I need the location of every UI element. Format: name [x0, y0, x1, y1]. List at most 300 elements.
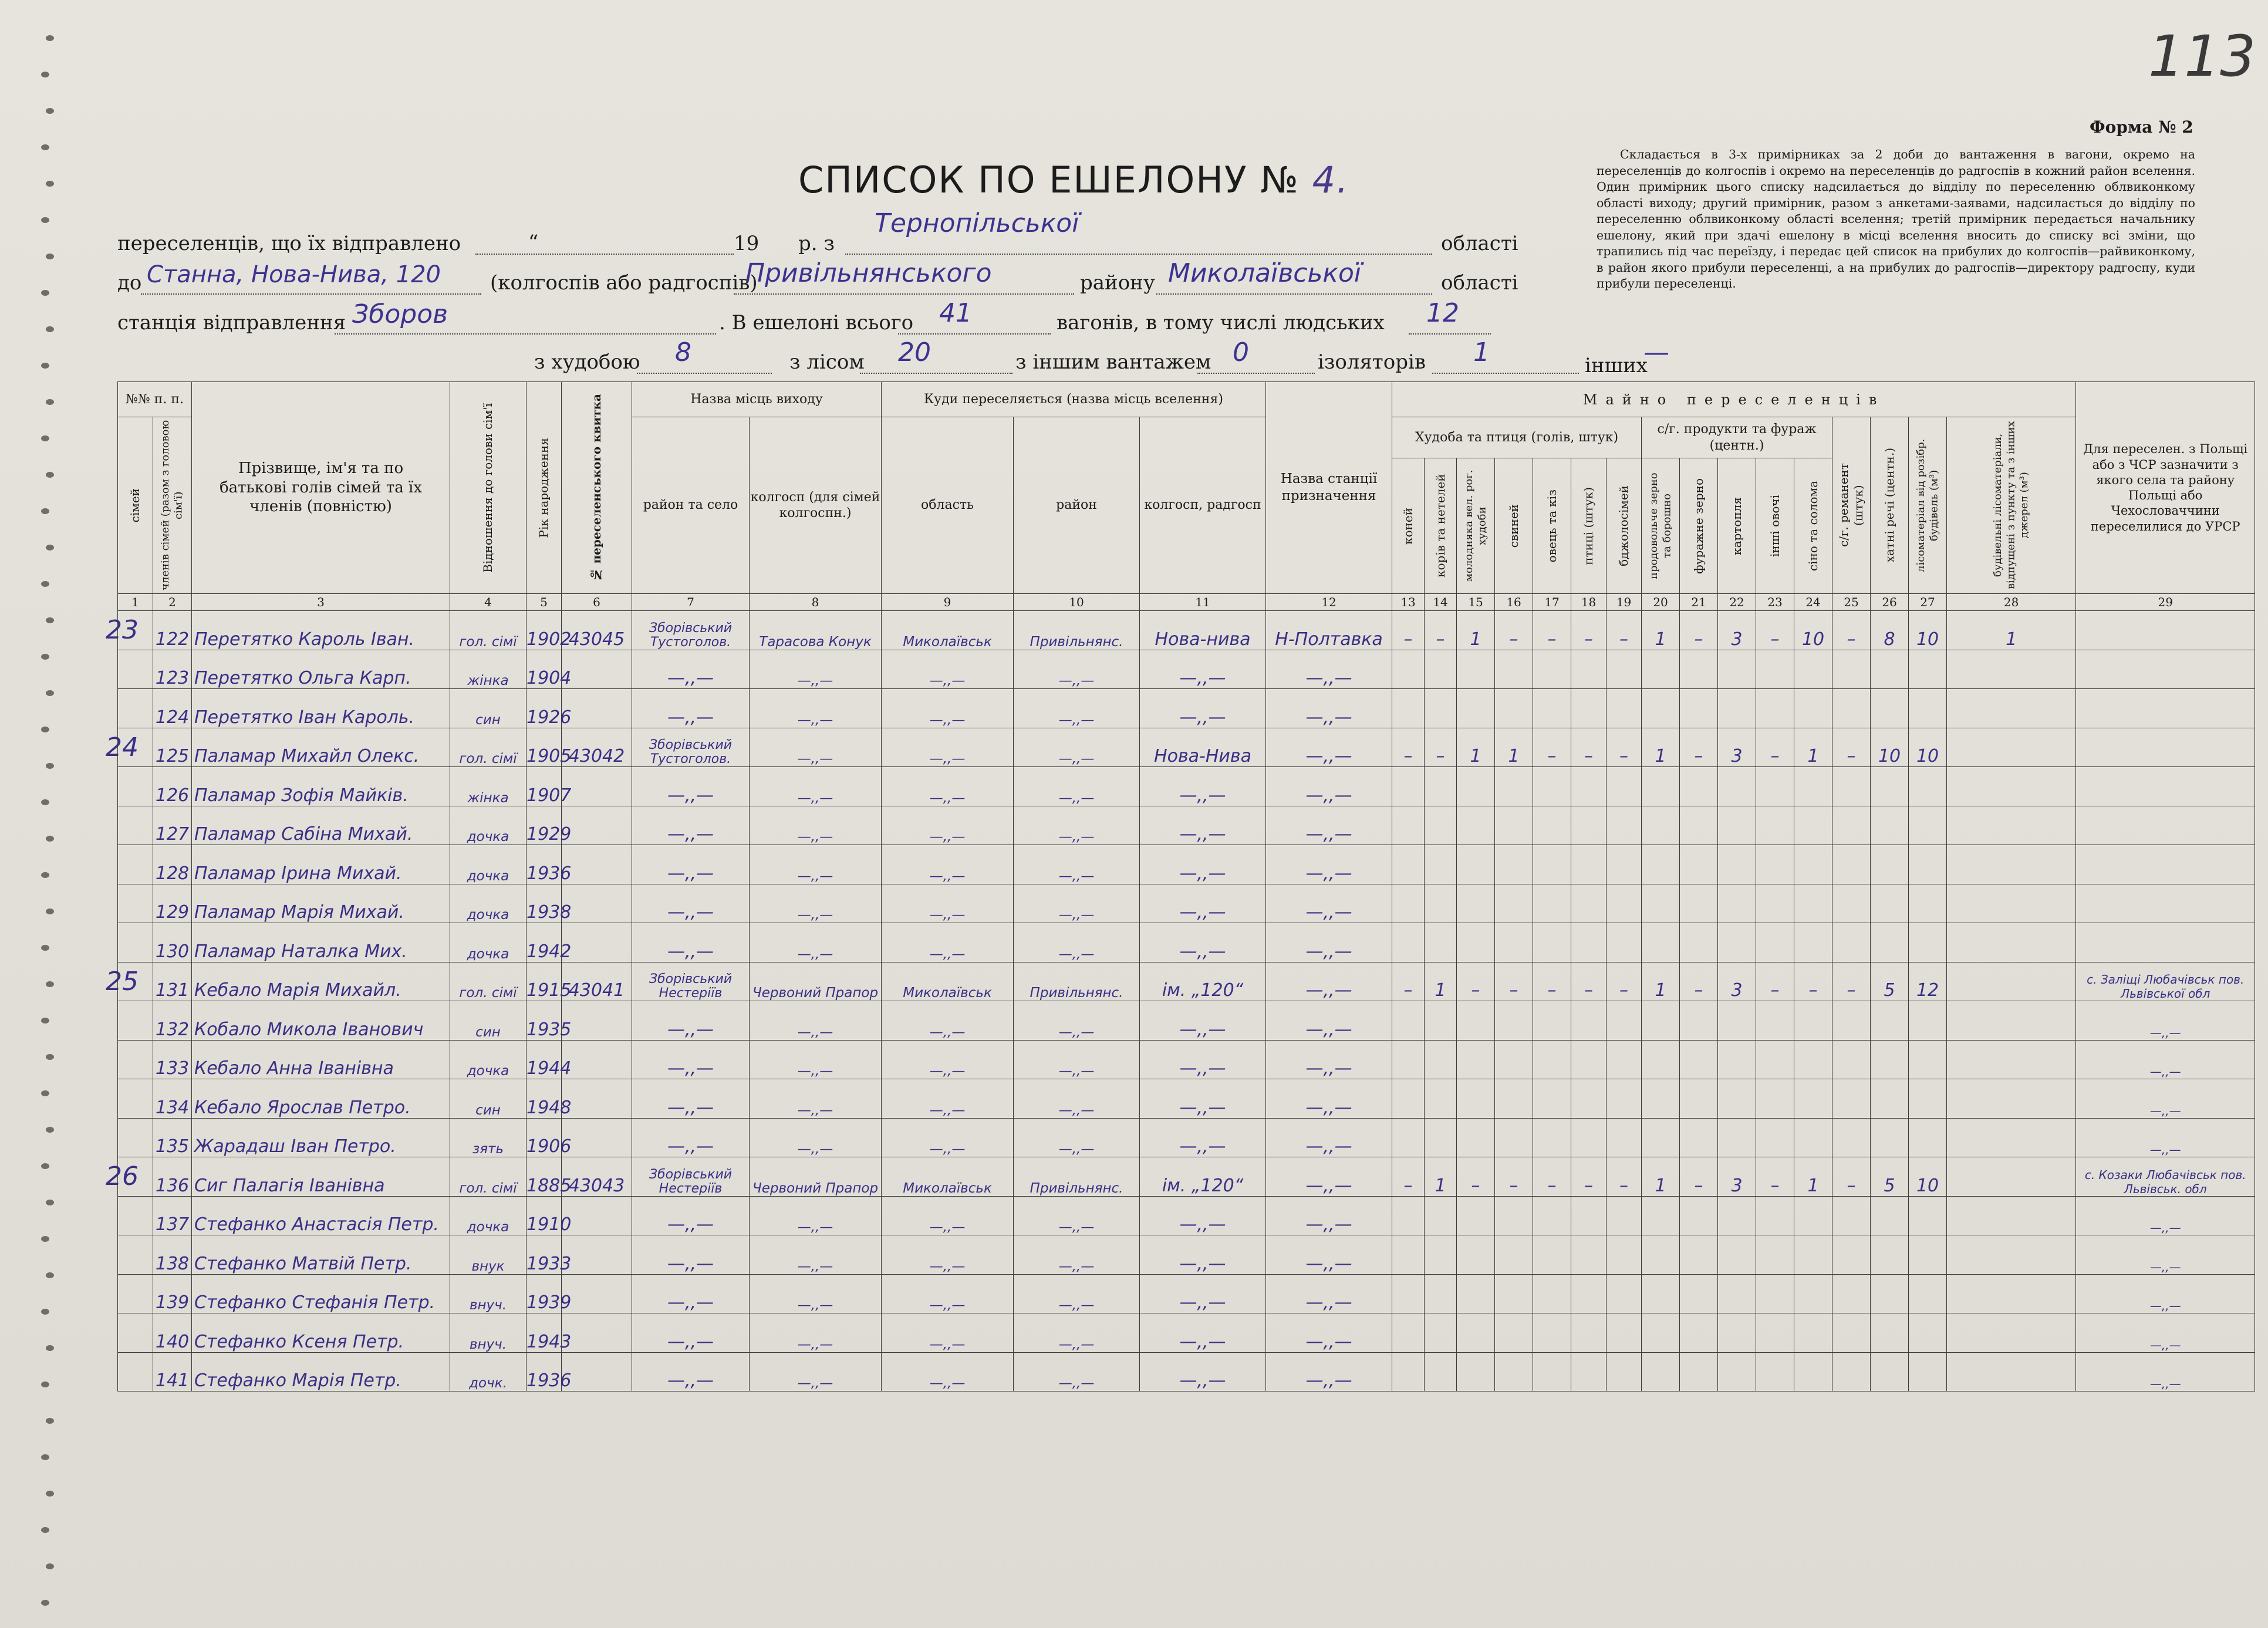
- cell-c21: [1680, 845, 1718, 884]
- cell-year: 1907: [526, 767, 562, 806]
- cell-fam: [118, 1313, 153, 1353]
- cell-o-district: —,,—: [632, 845, 750, 884]
- cell-c27: [1909, 1118, 1947, 1157]
- cell-c23: [1756, 1313, 1794, 1353]
- cell-d-district: —,,—: [1014, 1001, 1140, 1041]
- cell-c24: [1794, 650, 1832, 689]
- cell-c20: 1: [1642, 611, 1680, 650]
- cell-d-kolhosp: —,,—: [1140, 650, 1266, 689]
- cell-rel: гол. сімї: [450, 962, 526, 1001]
- cell-ticket: [562, 1196, 632, 1235]
- table-row: [118, 884, 2255, 923]
- th-young-text: молодняка вел. рог. худоби: [1462, 470, 1489, 582]
- cell-c27: 10: [1909, 611, 1947, 650]
- cell-c25: [1832, 923, 1871, 962]
- th-food-grain-text: продовольче зерно та борошно: [1647, 472, 1673, 579]
- line1-year: 19: [734, 232, 760, 255]
- table-row: [118, 1079, 2255, 1119]
- cell-c20: [1642, 1001, 1680, 1041]
- binding-hole: [46, 399, 54, 405]
- cell-c20: [1642, 689, 1680, 728]
- cell-c15: [1457, 923, 1495, 962]
- cell-year: 1910: [526, 1196, 562, 1235]
- cell-c19: [1607, 845, 1642, 884]
- cell-c16: [1495, 923, 1533, 962]
- cell-c19: –: [1607, 1157, 1642, 1197]
- cell-c26: [1871, 806, 1909, 845]
- cell-d-kolhosp: ім. „120“: [1140, 1157, 1266, 1197]
- cell-rel: гол. сімї: [450, 728, 526, 767]
- cell-c19: [1607, 767, 1642, 806]
- cell-d-district: —,,—: [1014, 1040, 1140, 1079]
- cell-c15: [1457, 806, 1495, 845]
- cell-year: 1936: [526, 845, 562, 884]
- th-dest-kolhosp: колгосп, радгосп: [1140, 417, 1266, 594]
- cell-fam: [118, 1235, 153, 1275]
- cell-c20: [1642, 1118, 1680, 1157]
- column-number: 14: [1425, 594, 1457, 611]
- cell-n: 126: [153, 767, 192, 806]
- cell-c17: [1533, 1040, 1571, 1079]
- th-families: [118, 417, 153, 594]
- th-members: [153, 417, 192, 594]
- cell-c24: [1794, 1040, 1832, 1079]
- cell-name: Кобало Микола Іванович: [192, 1001, 450, 1041]
- cell-c17: [1533, 806, 1571, 845]
- cell-station: —,,—: [1266, 1118, 1392, 1157]
- cell-n: 140: [153, 1313, 192, 1353]
- column-number: 20: [1642, 594, 1680, 611]
- cell-year: 1938: [526, 884, 562, 923]
- cell-o-district: —,,—: [632, 650, 750, 689]
- binding-hole: [46, 763, 54, 769]
- cell-d-oblast: —,,—: [882, 689, 1014, 728]
- cell-name: Стефанко Ксеня Петр.: [192, 1313, 450, 1353]
- cell-c15: [1457, 1040, 1495, 1079]
- cell-fam: [118, 1079, 153, 1119]
- cell-d-oblast: —,,—: [882, 728, 1014, 767]
- cell-c13: –: [1392, 962, 1425, 1001]
- table-row: [118, 1040, 2255, 1079]
- cell-d-oblast: —,,—: [882, 767, 1014, 806]
- family-number: 25: [106, 967, 139, 997]
- cell-n: 139: [153, 1274, 192, 1313]
- cell-c25: –: [1832, 611, 1871, 650]
- cell-c23: [1756, 767, 1794, 806]
- cell-c19: –: [1607, 728, 1642, 767]
- cell-c25: [1832, 1040, 1871, 1079]
- cell-c29: [2076, 728, 2255, 767]
- cell-d-district: —,,—: [1014, 1313, 1140, 1353]
- cell-o-district: Зборівський Тустоголов.: [632, 611, 750, 650]
- cell-c23: [1756, 884, 1794, 923]
- th-young: [1457, 458, 1495, 594]
- cell-c19: –: [1607, 962, 1642, 1001]
- cell-d-oblast: —,,—: [882, 1118, 1014, 1157]
- th-relation-text: Відношення до голови сім'ї: [481, 403, 495, 573]
- cell-o-kolhosp: —,,—: [750, 1352, 882, 1391]
- cell-c16: 1: [1495, 728, 1533, 767]
- th-vegetables: [1756, 458, 1794, 594]
- cell-c27: [1909, 1352, 1947, 1391]
- cell-rel: дочка: [450, 884, 526, 923]
- cell-c13: –: [1392, 728, 1425, 767]
- cell-c29: —,,—: [2076, 1079, 2255, 1119]
- cell-ticket: [562, 1313, 632, 1353]
- cell-c16: [1495, 1313, 1533, 1353]
- cell-c14: 1: [1425, 1157, 1457, 1197]
- cell-c14: [1425, 650, 1457, 689]
- cell-c28: [1947, 1079, 2076, 1119]
- column-number: 21: [1680, 594, 1718, 611]
- cell-o-district: —,,—: [632, 884, 750, 923]
- cell-station: —,,—: [1266, 689, 1392, 728]
- cell-ticket: [562, 884, 632, 923]
- cell-c19: [1607, 1079, 1642, 1119]
- cell-c24: [1794, 1001, 1832, 1041]
- cell-o-kolhosp: —,,—: [750, 767, 882, 806]
- cell-o-district: —,,—: [632, 1352, 750, 1391]
- cell-station: Н-Полтавка: [1266, 611, 1392, 650]
- cell-c25: [1832, 1235, 1871, 1275]
- cell-d-district: —,,—: [1014, 923, 1140, 962]
- cell-rel: жінка: [450, 650, 526, 689]
- cell-c28: [1947, 1274, 2076, 1313]
- cell-c13: [1392, 845, 1425, 884]
- binding-hole: [41, 1527, 49, 1533]
- cell-c21: [1680, 1352, 1718, 1391]
- cell-d-district: —,,—: [1014, 845, 1140, 884]
- cell-o-kolhosp: —,,—: [750, 806, 882, 845]
- cell-d-district: —,,—: [1014, 1235, 1140, 1275]
- cell-c26: [1871, 650, 1909, 689]
- cell-c22: [1718, 767, 1756, 806]
- cell-o-district: —,,—: [632, 923, 750, 962]
- cell-c25: [1832, 845, 1871, 884]
- cell-c20: [1642, 767, 1680, 806]
- cell-o-district: —,,—: [632, 689, 750, 728]
- others-handwritten: —: [1643, 337, 1669, 367]
- column-number: 23: [1756, 594, 1794, 611]
- cell-fam: [118, 1196, 153, 1235]
- cell-c24: [1794, 1352, 1832, 1391]
- th-name: Прізвище, ім'я та по батькові голів сімей та їх членів (повністю): [192, 382, 450, 594]
- th-sheep-text: овець та кіз: [1544, 489, 1559, 563]
- wagons-total-handwritten: 41: [939, 298, 972, 328]
- cell-fam: [118, 1118, 153, 1157]
- cell-d-district: —,,—: [1014, 650, 1140, 689]
- cell-c20: [1642, 1235, 1680, 1275]
- page-number: 113: [2148, 23, 2256, 89]
- table-row: [118, 806, 2255, 845]
- cell-n: 131: [153, 962, 192, 1001]
- cell-c24: 10: [1794, 611, 1832, 650]
- cell-c19: [1607, 650, 1642, 689]
- cell-n: 132: [153, 1001, 192, 1041]
- table-row: [118, 923, 2255, 962]
- region-underline: [845, 254, 1432, 255]
- cell-c14: –: [1425, 611, 1457, 650]
- table-row: [118, 1001, 2255, 1041]
- column-number: 11: [1140, 594, 1266, 611]
- column-number: 4: [450, 594, 526, 611]
- cell-c19: [1607, 1001, 1642, 1041]
- cell-c14: [1425, 1040, 1457, 1079]
- cell-c18: [1571, 1118, 1607, 1157]
- cell-c24: [1794, 689, 1832, 728]
- date-underline: [475, 254, 734, 255]
- th-hay: [1794, 458, 1832, 594]
- table-row: [118, 1235, 2255, 1275]
- cell-c21: [1680, 1274, 1718, 1313]
- cell-c23: –: [1756, 611, 1794, 650]
- cell-c18: [1571, 650, 1607, 689]
- line1-label: переселенців, що їх відправлено: [117, 232, 461, 255]
- cell-year: 1929: [526, 806, 562, 845]
- cell-d-oblast: —,,—: [882, 884, 1014, 923]
- th-hay-text: сіно та солома: [1805, 481, 1820, 572]
- th-potatoes: [1718, 458, 1756, 594]
- cell-o-kolhosp: —,,—: [750, 1118, 882, 1157]
- binding-hole: [46, 472, 54, 478]
- cell-c17: [1533, 1196, 1571, 1235]
- cell-d-kolhosp: —,,—: [1140, 1352, 1266, 1391]
- column-number: 6: [562, 594, 632, 611]
- cell-c20: [1642, 1274, 1680, 1313]
- district-underline: [734, 293, 1074, 295]
- station-underline: [335, 333, 716, 335]
- cell-c22: [1718, 884, 1756, 923]
- cell-d-oblast: —,,—: [882, 845, 1014, 884]
- binding-hole: [41, 508, 49, 514]
- cell-c15: 1: [1457, 728, 1495, 767]
- column-number: 27: [1909, 594, 1947, 611]
- destination-handwritten: Станна, Нова-Нива, 120: [147, 261, 441, 288]
- cell-c19: –: [1607, 611, 1642, 650]
- cell-name: Перетятко Іван Кароль.: [192, 689, 450, 728]
- cell-o-kolhosp: —,,—: [750, 845, 882, 884]
- cell-c16: [1495, 650, 1533, 689]
- line1-mid: р. з: [798, 232, 835, 255]
- cell-c20: 1: [1642, 728, 1680, 767]
- cell-c15: [1457, 1235, 1495, 1275]
- cell-c20: [1642, 1313, 1680, 1353]
- cell-o-district: —,,—: [632, 1001, 750, 1041]
- cell-rel: дочка: [450, 923, 526, 962]
- cell-c26: [1871, 845, 1909, 884]
- binding-hole: [46, 35, 54, 41]
- binding-hole: [46, 1200, 54, 1205]
- cell-c29: [2076, 767, 2255, 806]
- cell-o-kolhosp: Червоний Прапор: [750, 962, 882, 1001]
- cell-c21: [1680, 884, 1718, 923]
- cell-c14: [1425, 806, 1457, 845]
- cell-c18: [1571, 1352, 1607, 1391]
- cell-ticket: [562, 1235, 632, 1275]
- cell-c13: [1392, 923, 1425, 962]
- cell-d-kolhosp: —,,—: [1140, 884, 1266, 923]
- cell-n: 130: [153, 923, 192, 962]
- cell-year: 1939: [526, 1274, 562, 1313]
- cell-c23: –: [1756, 728, 1794, 767]
- cell-c16: [1495, 689, 1533, 728]
- column-number: 28: [1947, 594, 2076, 611]
- cell-c27: [1909, 845, 1947, 884]
- cell-n: 137: [153, 1196, 192, 1235]
- cell-c28: [1947, 845, 2076, 884]
- cell-c21: [1680, 1313, 1718, 1353]
- th-dest-district: район: [1014, 417, 1140, 594]
- th-nn: №№ п. п.: [118, 382, 192, 417]
- cell-c28: [1947, 962, 2076, 1001]
- cell-d-oblast: Миколаївськ: [882, 962, 1014, 1001]
- cell-c20: [1642, 884, 1680, 923]
- cell-c26: 8: [1871, 611, 1909, 650]
- cell-ticket: [562, 806, 632, 845]
- column-number-row: [118, 594, 2255, 611]
- cell-rel: дочка: [450, 806, 526, 845]
- cell-n: 134: [153, 1079, 192, 1119]
- binding-hole: [41, 1454, 49, 1460]
- cell-c24: [1794, 1235, 1832, 1275]
- binding-hole: [41, 290, 49, 296]
- cell-c17: –: [1533, 1157, 1571, 1197]
- cell-station: —,,—: [1266, 1235, 1392, 1275]
- cell-c13: [1392, 1313, 1425, 1353]
- cell-c29: —,,—: [2076, 1040, 2255, 1079]
- cell-c16: [1495, 1079, 1533, 1119]
- cell-c23: [1756, 1118, 1794, 1157]
- cell-c28: [1947, 689, 2076, 728]
- cell-c23: [1756, 845, 1794, 884]
- cell-station: —,,—: [1266, 884, 1392, 923]
- cell-d-kolhosp: —,,—: [1140, 1313, 1266, 1353]
- cell-fam: [118, 923, 153, 962]
- cell-c16: –: [1495, 1157, 1533, 1197]
- cell-d-kolhosp: —,,—: [1140, 923, 1266, 962]
- cell-c20: [1642, 845, 1680, 884]
- cell-c26: [1871, 1196, 1909, 1235]
- th-inventory: [1832, 417, 1871, 594]
- cell-c23: [1756, 1001, 1794, 1041]
- cell-c13: [1392, 1352, 1425, 1391]
- cell-n: 124: [153, 689, 192, 728]
- cell-c23: [1756, 1352, 1794, 1391]
- cell-c20: 1: [1642, 962, 1680, 1001]
- cell-c18: [1571, 689, 1607, 728]
- cell-d-district: —,,—: [1014, 1274, 1140, 1313]
- cell-name: Стефанко Матвій Петр.: [192, 1235, 450, 1275]
- cell-d-district: —,,—: [1014, 767, 1140, 806]
- cell-c16: –: [1495, 962, 1533, 1001]
- cell-d-oblast: —,,—: [882, 1274, 1014, 1313]
- cell-c13: [1392, 1235, 1425, 1275]
- cell-rel: внуч.: [450, 1274, 526, 1313]
- cell-c23: –: [1756, 1157, 1794, 1197]
- cell-c15: [1457, 767, 1495, 806]
- cell-c29: —,,—: [2076, 1274, 2255, 1313]
- cell-c22: [1718, 1001, 1756, 1041]
- cell-d-oblast: —,,—: [882, 1001, 1014, 1041]
- cell-rel: гол. сімї: [450, 611, 526, 650]
- cell-c22: [1718, 1274, 1756, 1313]
- th-construction: [1947, 417, 2076, 594]
- cell-o-kolhosp: —,,—: [750, 1274, 882, 1313]
- cell-n: 133: [153, 1040, 192, 1079]
- cell-c26: 10: [1871, 728, 1909, 767]
- cell-d-district: Привільнянс.: [1014, 1157, 1140, 1197]
- cell-c25: –: [1832, 1157, 1871, 1197]
- cell-fam: [118, 1157, 153, 1197]
- other-cargo-underline: [1197, 373, 1315, 374]
- cell-c22: 3: [1718, 728, 1756, 767]
- cell-c13: –: [1392, 1157, 1425, 1197]
- cell-c16: [1495, 767, 1533, 806]
- cell-c13: [1392, 806, 1425, 845]
- cell-year: 1905: [526, 728, 562, 767]
- family-number: 26: [106, 1161, 139, 1191]
- binding-hole: [46, 1272, 54, 1278]
- cell-c21: [1680, 806, 1718, 845]
- cell-rel: син: [450, 1001, 526, 1041]
- th-horses-text: коней: [1400, 507, 1415, 545]
- cell-c25: [1832, 1352, 1871, 1391]
- column-number: 17: [1533, 594, 1571, 611]
- livestock-underline: [637, 373, 772, 374]
- th-fodder-grain-text: фуражне зерно: [1691, 478, 1706, 574]
- oblast-underline: [1156, 293, 1432, 295]
- cell-name: Жарадаш Іван Петро.: [192, 1118, 450, 1157]
- column-number: 5: [526, 594, 562, 611]
- cell-d-oblast: Миколаївськ: [882, 1157, 1014, 1197]
- cell-c24: [1794, 1313, 1832, 1353]
- line3-wagons-label: вагонів, в тому числі людських: [1057, 311, 1385, 335]
- cell-c23: [1756, 923, 1794, 962]
- cell-name: Паламар Зофія Майків.: [192, 767, 450, 806]
- cell-c27: 10: [1909, 1157, 1947, 1197]
- cell-c18: [1571, 1079, 1607, 1119]
- cell-c28: [1947, 1313, 2076, 1353]
- column-number: 3: [192, 594, 450, 611]
- cell-c14: [1425, 1313, 1457, 1353]
- cell-c17: [1533, 845, 1571, 884]
- cell-c27: [1909, 1079, 1947, 1119]
- th-inventory-text: с/г. реманент (штук): [1837, 463, 1866, 548]
- cell-c28: [1947, 728, 2076, 767]
- cell-c13: [1392, 1196, 1425, 1235]
- th-pigs: [1495, 458, 1533, 594]
- timber-underline: [860, 373, 1013, 374]
- family-number: 23: [106, 615, 139, 645]
- binding-hole: [41, 72, 49, 77]
- cell-c13: [1392, 884, 1425, 923]
- cell-d-kolhosp: —,,—: [1140, 1274, 1266, 1313]
- cell-d-district: —,,—: [1014, 1352, 1140, 1391]
- cell-n: 122: [153, 611, 192, 650]
- th-birth-year: [526, 382, 562, 594]
- cell-fam: [118, 1001, 153, 1041]
- cell-d-district: —,,—: [1014, 1079, 1140, 1119]
- cell-c17: [1533, 1274, 1571, 1313]
- other-cargo-label: з іншим вантажем: [1015, 350, 1211, 374]
- cell-rel: дочка: [450, 1196, 526, 1235]
- cell-c21: [1680, 767, 1718, 806]
- binding-hole: [41, 654, 49, 660]
- instructions-text: Складається в 3-х примірниках за 2 доби до вантаження в вагони, окремо на переселенців до колгоспів і окремо на переселенців до радгоспів в кожний район вселення. Один примірник цього списку надсилається до відділу по переселенню облвиконкому області виходу; другий примірник, разом з анкетами-заявами, надсилається до відділу по переселенню облвиконкому області вселення; третій примірник передається начальнику ешелону, який при здачі ешелону в місці вселення вносить до списку всі зміни, що трапились під час переїзду, і передає цей список на прибулих до колгоспів—райвиконкому, в район якого прибули переселенці, а на прибулих до радгоспів—директору радгоспу, куди прибули переселенці.: [1597, 147, 2195, 291]
- cell-c17: [1533, 1001, 1571, 1041]
- cell-ticket: 43041: [562, 962, 632, 1001]
- cell-n: 136: [153, 1157, 192, 1197]
